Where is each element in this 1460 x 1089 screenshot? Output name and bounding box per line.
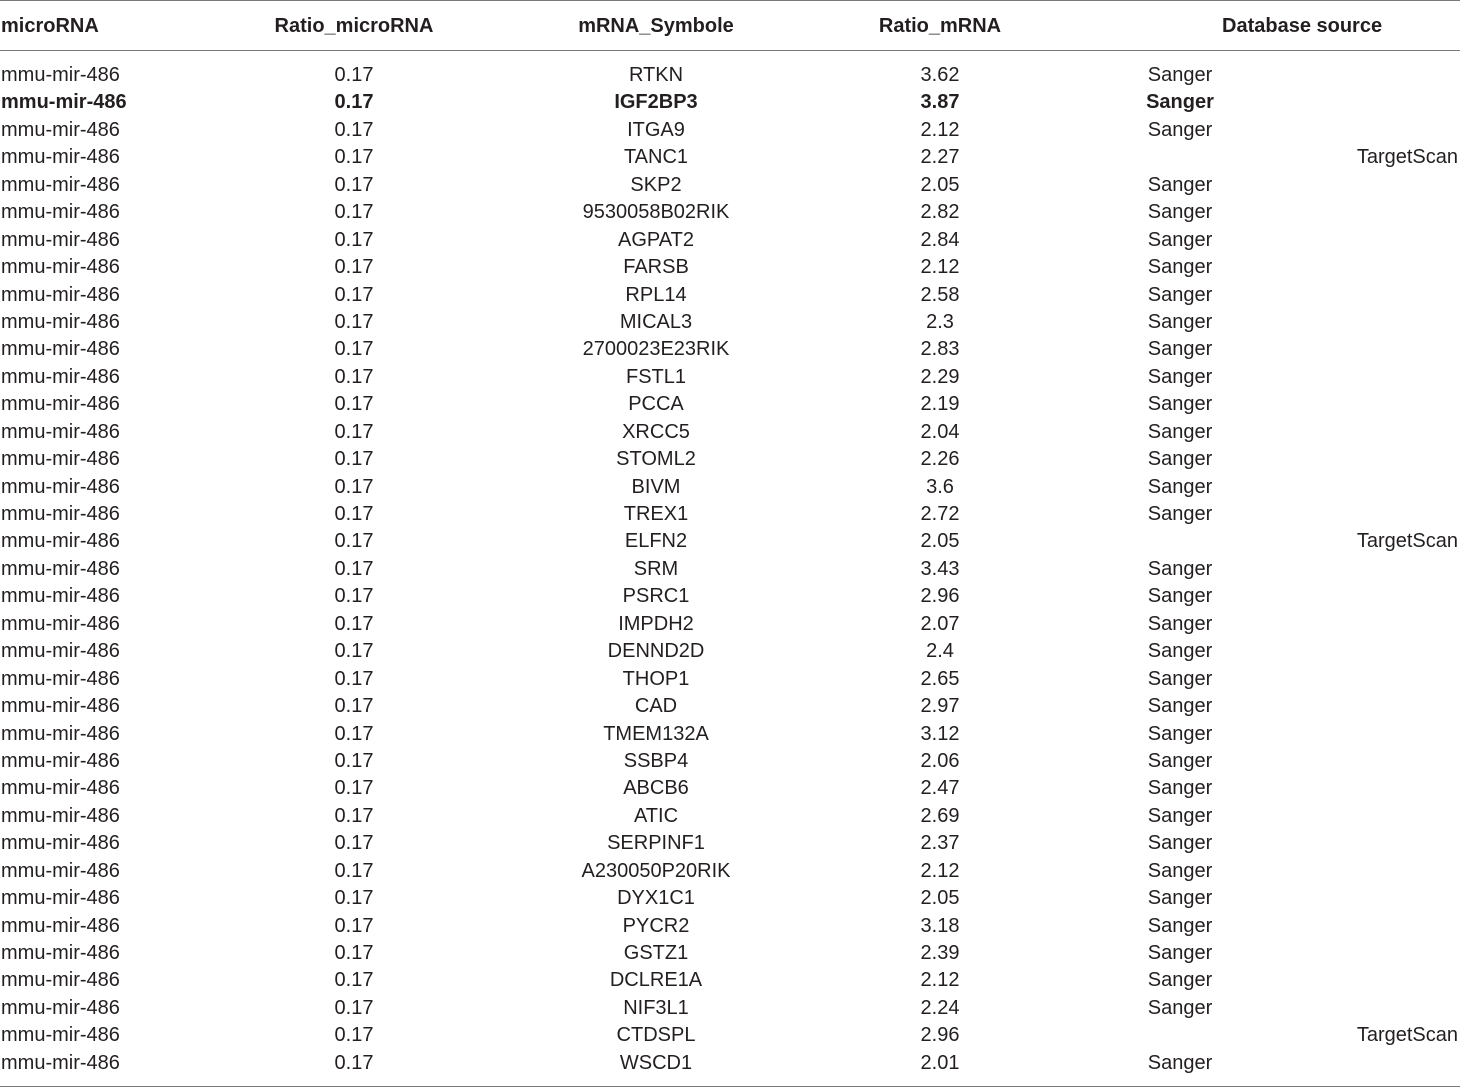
cell-ratio-mrna: 3.18 bbox=[920, 914, 960, 937]
cell-ratio-microrna: 0.17 bbox=[334, 256, 374, 279]
cell-mrna-symbole: IGF2BP3 bbox=[614, 91, 698, 114]
table-row bbox=[0, 693, 1460, 720]
cell-database-source: Sanger bbox=[1147, 996, 1213, 1019]
cell-microrna: mmu-mir-486 bbox=[1, 585, 120, 608]
cell-microrna: mmu-mir-486 bbox=[1, 256, 120, 279]
cell-ratio-microrna: 0.17 bbox=[334, 832, 374, 855]
table-row bbox=[0, 830, 1460, 857]
cell-ratio-microrna: 0.17 bbox=[334, 557, 374, 580]
cell-microrna: mmu-mir-486 bbox=[1, 448, 120, 471]
cell-ratio-mrna: 2.96 bbox=[920, 1024, 960, 1047]
cell-database-source: TargetScan bbox=[1356, 530, 1458, 553]
cell-database-source: TargetScan bbox=[1356, 1024, 1458, 1047]
cell-ratio-microrna: 0.17 bbox=[334, 667, 374, 690]
table-body bbox=[0, 62, 1460, 1077]
table-row bbox=[0, 940, 1460, 967]
cell-microrna: mmu-mir-486 bbox=[1, 804, 120, 827]
cell-ratio-mrna: 2.26 bbox=[920, 448, 960, 471]
cell-database-source: Sanger bbox=[1147, 667, 1213, 690]
cell-mrna-symbole: PCCA bbox=[628, 393, 684, 416]
table-row bbox=[0, 748, 1460, 775]
cell-database-source: Sanger bbox=[1147, 777, 1213, 800]
table-row bbox=[0, 199, 1460, 226]
cell-mrna-symbole: GSTZ1 bbox=[623, 942, 689, 964]
cell-mrna-symbole: 2700023E23RIK bbox=[582, 338, 730, 361]
cell-ratio-microrna: 0.17 bbox=[334, 393, 374, 416]
cell-ratio-mrna: 2.3 bbox=[926, 310, 954, 333]
cell-ratio-mrna: 2.12 bbox=[920, 256, 960, 279]
cell-ratio-microrna: 0.17 bbox=[334, 503, 374, 525]
header-microrna: microRNA bbox=[1, 15, 99, 37]
cell-mrna-symbole: PSRC1 bbox=[622, 585, 690, 608]
cell-database-source: Sanger bbox=[1147, 173, 1213, 196]
table-row bbox=[0, 721, 1460, 748]
cell-microrna: mmu-mir-486 bbox=[1, 201, 120, 224]
table-row bbox=[0, 1022, 1460, 1049]
cell-mrna-symbole: MICAL3 bbox=[619, 310, 693, 333]
cell-ratio-mrna: 2.07 bbox=[920, 612, 960, 635]
cell-database-source: Sanger bbox=[1147, 887, 1213, 910]
cell-database-source: Sanger bbox=[1147, 420, 1213, 443]
cell-mrna-symbole: TREX1 bbox=[623, 503, 689, 525]
cell-microrna: mmu-mir-486 bbox=[1, 695, 120, 718]
cell-ratio-mrna: 2.47 bbox=[920, 777, 960, 800]
cell-ratio-microrna: 0.17 bbox=[334, 695, 374, 718]
cell-ratio-microrna: 0.17 bbox=[334, 448, 374, 471]
cell-database-source: Sanger bbox=[1147, 640, 1213, 663]
table-row bbox=[0, 858, 1460, 885]
cell-mrna-symbole: THOP1 bbox=[622, 667, 690, 690]
cell-ratio-mrna: 2.39 bbox=[920, 942, 960, 964]
cell-ratio-mrna: 2.58 bbox=[920, 283, 960, 306]
table-row bbox=[0, 583, 1460, 610]
cell-database-source: Sanger bbox=[1147, 557, 1213, 580]
header-ratio-microrna: Ratio_microRNA bbox=[274, 15, 434, 37]
cell-mrna-symbole: TANC1 bbox=[623, 146, 689, 169]
cell-ratio-microrna: 0.17 bbox=[334, 310, 374, 333]
cell-ratio-microrna: 0.17 bbox=[334, 420, 374, 443]
cell-mrna-symbole: BIVM bbox=[631, 475, 681, 498]
cell-database-source: Sanger bbox=[1147, 338, 1213, 361]
table-row bbox=[0, 501, 1460, 528]
cell-ratio-mrna: 3.62 bbox=[920, 64, 960, 86]
cell-ratio-mrna: 2.69 bbox=[920, 804, 960, 827]
table-row bbox=[0, 1050, 1460, 1077]
cell-mrna-symbole: ABCB6 bbox=[623, 777, 689, 800]
table-row bbox=[0, 775, 1460, 802]
cell-ratio-mrna: 2.05 bbox=[920, 887, 960, 910]
header-ratio-mrna: Ratio_mRNA bbox=[878, 15, 1002, 37]
cell-ratio-microrna: 0.17 bbox=[334, 146, 374, 169]
cell-microrna: mmu-mir-486 bbox=[1, 1024, 120, 1047]
table-row bbox=[0, 419, 1460, 446]
cell-ratio-mrna: 2.82 bbox=[920, 201, 960, 224]
cell-microrna: mmu-mir-486 bbox=[1, 338, 120, 361]
cell-ratio-microrna: 0.17 bbox=[334, 859, 374, 882]
table-row bbox=[0, 391, 1460, 418]
cell-database-source: Sanger bbox=[1147, 64, 1213, 86]
cell-ratio-microrna: 0.17 bbox=[334, 338, 374, 361]
cell-microrna: mmu-mir-486 bbox=[1, 777, 120, 800]
cell-microrna: mmu-mir-486 bbox=[1, 503, 120, 525]
cell-ratio-microrna: 0.17 bbox=[334, 1024, 374, 1047]
cell-mrna-symbole: XRCC5 bbox=[622, 420, 690, 443]
cell-database-source: Sanger bbox=[1147, 804, 1213, 827]
table-row bbox=[0, 309, 1460, 336]
table-row bbox=[0, 474, 1460, 501]
cell-mrna-symbole: DCLRE1A bbox=[609, 969, 703, 992]
table-row bbox=[0, 117, 1460, 144]
cell-database-source: Sanger bbox=[1147, 310, 1213, 333]
cell-microrna: mmu-mir-486 bbox=[1, 310, 120, 333]
cell-mrna-symbole: WSCD1 bbox=[619, 1051, 693, 1074]
cell-database-source: Sanger bbox=[1147, 1051, 1213, 1074]
cell-microrna: mmu-mir-486 bbox=[1, 420, 120, 443]
cell-database-source: Sanger bbox=[1147, 201, 1213, 224]
cell-mrna-symbole: ITGA9 bbox=[627, 118, 685, 141]
cell-ratio-mrna: 2.83 bbox=[920, 338, 960, 361]
table-row bbox=[0, 803, 1460, 830]
cell-microrna: mmu-mir-486 bbox=[1, 859, 120, 882]
cell-ratio-microrna: 0.17 bbox=[334, 585, 374, 608]
cell-ratio-mrna: 2.4 bbox=[926, 640, 954, 663]
cell-microrna: mmu-mir-486 bbox=[1, 283, 120, 306]
cell-mrna-symbole: SERPINF1 bbox=[607, 832, 705, 855]
cell-mrna-symbole: AGPAT2 bbox=[618, 228, 694, 251]
table-row bbox=[0, 967, 1460, 994]
cell-ratio-mrna: 2.37 bbox=[920, 832, 960, 855]
cell-database-source: Sanger bbox=[1147, 749, 1213, 772]
cell-microrna: mmu-mir-486 bbox=[1, 640, 120, 663]
cell-ratio-mrna: 2.04 bbox=[920, 420, 960, 443]
cell-microrna: mmu-mir-486 bbox=[1, 118, 120, 141]
bottom-rule bbox=[0, 1086, 1460, 1087]
table-row bbox=[0, 89, 1460, 116]
cell-mrna-symbole: IMPDH2 bbox=[618, 612, 694, 635]
cell-ratio-mrna: 2.12 bbox=[920, 859, 960, 882]
table-row bbox=[0, 172, 1460, 199]
table-row bbox=[0, 336, 1460, 363]
cell-database-source: Sanger bbox=[1147, 942, 1213, 964]
cell-database-source: Sanger bbox=[1147, 612, 1213, 635]
cell-ratio-microrna: 0.17 bbox=[334, 969, 374, 992]
cell-microrna: mmu-mir-486 bbox=[1, 969, 120, 992]
table-row bbox=[0, 446, 1460, 473]
cell-ratio-mrna: 2.19 bbox=[920, 393, 960, 416]
cell-microrna: mmu-mir-486 bbox=[1, 365, 120, 388]
cell-microrna: mmu-mir-486 bbox=[1, 475, 120, 498]
cell-database-source: Sanger bbox=[1147, 695, 1213, 718]
cell-ratio-microrna: 0.17 bbox=[334, 640, 374, 663]
cell-microrna: mmu-mir-486 bbox=[1, 942, 120, 964]
cell-mrna-symbole: FSTL1 bbox=[625, 365, 687, 388]
cell-ratio-microrna: 0.17 bbox=[334, 91, 374, 114]
cell-mrna-symbole: TMEM132A bbox=[603, 722, 709, 745]
cell-microrna: mmu-mir-486 bbox=[1, 228, 120, 251]
cell-database-source: Sanger bbox=[1147, 118, 1213, 141]
cell-ratio-microrna: 0.17 bbox=[334, 118, 374, 141]
cell-ratio-microrna: 0.17 bbox=[334, 64, 374, 86]
cell-database-source: Sanger bbox=[1147, 448, 1213, 471]
table-row bbox=[0, 364, 1460, 391]
cell-mrna-symbole: STOML2 bbox=[616, 448, 696, 471]
cell-mrna-symbole: DENND2D bbox=[607, 640, 705, 663]
cell-database-source: Sanger bbox=[1147, 969, 1213, 992]
cell-ratio-mrna: 3.43 bbox=[920, 557, 960, 580]
cell-ratio-microrna: 0.17 bbox=[334, 173, 374, 196]
cell-database-source: Sanger bbox=[1147, 393, 1213, 416]
cell-mrna-symbole: NIF3L1 bbox=[623, 996, 689, 1019]
cell-microrna: mmu-mir-486 bbox=[1, 530, 120, 553]
cell-mrna-symbole: SSBP4 bbox=[623, 749, 689, 772]
cell-ratio-microrna: 0.17 bbox=[334, 722, 374, 745]
cell-ratio-mrna: 3.87 bbox=[920, 91, 960, 114]
table-row bbox=[0, 282, 1460, 309]
cell-mrna-symbole: RTKN bbox=[628, 64, 684, 86]
header-mrna-symbole: mRNA_Symbole bbox=[578, 15, 734, 37]
cell-ratio-mrna: 2.05 bbox=[920, 530, 960, 553]
header-database-source: Database source bbox=[1222, 15, 1383, 37]
cell-ratio-mrna: 2.12 bbox=[920, 118, 960, 141]
cell-database-source: Sanger bbox=[1147, 832, 1213, 855]
cell-ratio-microrna: 0.17 bbox=[334, 777, 374, 800]
cell-ratio-microrna: 0.17 bbox=[334, 530, 374, 553]
cell-mrna-symbole: ATIC bbox=[633, 804, 679, 827]
table-row bbox=[0, 885, 1460, 912]
cell-microrna: mmu-mir-486 bbox=[1, 173, 120, 196]
cell-database-source: Sanger bbox=[1147, 914, 1213, 937]
header-rule bbox=[0, 50, 1460, 51]
cell-microrna: mmu-mir-486 bbox=[1, 64, 120, 86]
cell-database-source: Sanger bbox=[1147, 283, 1213, 306]
cell-ratio-mrna: 2.29 bbox=[920, 365, 960, 388]
cell-ratio-microrna: 0.17 bbox=[334, 201, 374, 224]
cell-ratio-microrna: 0.17 bbox=[334, 612, 374, 635]
cell-database-source: Sanger bbox=[1147, 503, 1213, 525]
table-header bbox=[0, 0, 1460, 50]
table-row bbox=[0, 666, 1460, 693]
cell-ratio-mrna: 2.84 bbox=[920, 228, 960, 251]
cell-microrna: mmu-mir-486 bbox=[1, 887, 120, 910]
cell-mrna-symbole: DYX1C1 bbox=[617, 887, 695, 910]
cell-ratio-microrna: 0.17 bbox=[334, 365, 374, 388]
table-row bbox=[0, 254, 1460, 281]
cell-ratio-microrna: 0.17 bbox=[334, 914, 374, 937]
cell-mrna-symbole: RPL14 bbox=[625, 283, 687, 306]
cell-database-source: Sanger bbox=[1147, 859, 1213, 882]
cell-database-source: Sanger bbox=[1147, 256, 1213, 279]
cell-database-source: Sanger bbox=[1147, 585, 1213, 608]
cell-microrna: mmu-mir-486 bbox=[1, 393, 120, 416]
cell-database-source: Sanger bbox=[1147, 228, 1213, 251]
table-row bbox=[0, 611, 1460, 638]
cell-mrna-symbole: A230050P20RIK bbox=[581, 859, 731, 882]
cell-microrna: mmu-mir-486 bbox=[1, 667, 120, 690]
cell-mrna-symbole: FARSB bbox=[623, 256, 689, 279]
table-row bbox=[0, 995, 1460, 1022]
cell-ratio-mrna: 2.65 bbox=[920, 667, 960, 690]
table-row bbox=[0, 556, 1460, 583]
table-row bbox=[0, 528, 1460, 555]
cell-mrna-symbole: SRM bbox=[633, 557, 679, 580]
cell-mrna-symbole: ELFN2 bbox=[624, 530, 688, 553]
cell-microrna: mmu-mir-486 bbox=[1, 1051, 120, 1074]
cell-ratio-mrna: 2.24 bbox=[920, 996, 960, 1019]
cell-ratio-microrna: 0.17 bbox=[334, 228, 374, 251]
cell-microrna: mmu-mir-486 bbox=[1, 832, 120, 855]
table-row bbox=[0, 638, 1460, 665]
cell-database-source: Sanger bbox=[1147, 365, 1213, 388]
cell-microrna: mmu-mir-486 bbox=[1, 91, 127, 114]
table-row bbox=[0, 144, 1460, 171]
cell-database-source: Sanger bbox=[1146, 91, 1214, 114]
cell-ratio-mrna: 2.12 bbox=[920, 969, 960, 992]
cell-mrna-symbole: CTDSPL bbox=[616, 1024, 696, 1047]
cell-ratio-microrna: 0.17 bbox=[334, 996, 374, 1019]
cell-microrna: mmu-mir-486 bbox=[1, 996, 120, 1019]
cell-ratio-mrna: 2.01 bbox=[920, 1051, 960, 1074]
cell-database-source: Sanger bbox=[1147, 475, 1213, 498]
cell-ratio-microrna: 0.17 bbox=[334, 887, 374, 910]
cell-ratio-mrna: 3.12 bbox=[920, 722, 960, 745]
table-row bbox=[0, 913, 1460, 940]
cell-microrna: mmu-mir-486 bbox=[1, 722, 120, 745]
cell-microrna: mmu-mir-486 bbox=[1, 146, 120, 169]
cell-microrna: mmu-mir-486 bbox=[1, 749, 120, 772]
cell-mrna-symbole: 9530058B02RIK bbox=[582, 201, 730, 224]
cell-microrna: mmu-mir-486 bbox=[1, 557, 120, 580]
cell-mrna-symbole: SKP2 bbox=[630, 173, 682, 196]
cell-ratio-mrna: 2.06 bbox=[920, 749, 960, 772]
cell-microrna: mmu-mir-486 bbox=[1, 612, 120, 635]
cell-ratio-mrna: 2.05 bbox=[920, 173, 960, 196]
cell-ratio-microrna: 0.17 bbox=[334, 804, 374, 827]
cell-database-source: TargetScan bbox=[1356, 146, 1458, 169]
cell-ratio-mrna: 2.96 bbox=[920, 585, 960, 608]
cell-ratio-microrna: 0.17 bbox=[334, 1051, 374, 1074]
cell-ratio-microrna: 0.17 bbox=[334, 283, 374, 306]
cell-ratio-mrna: 2.27 bbox=[920, 146, 960, 169]
cell-mrna-symbole: PYCR2 bbox=[622, 914, 690, 937]
cell-database-source: Sanger bbox=[1147, 722, 1213, 745]
table-row bbox=[0, 62, 1460, 89]
cell-ratio-mrna: 3.6 bbox=[926, 475, 954, 498]
cell-ratio-microrna: 0.17 bbox=[334, 475, 374, 498]
cell-mrna-symbole: CAD bbox=[634, 695, 678, 718]
cell-ratio-microrna: 0.17 bbox=[334, 749, 374, 772]
cell-ratio-mrna: 2.72 bbox=[920, 503, 960, 525]
cell-microrna: mmu-mir-486 bbox=[1, 914, 120, 937]
table-row bbox=[0, 227, 1460, 254]
cell-ratio-mrna: 2.97 bbox=[920, 695, 960, 718]
cell-ratio-microrna: 0.17 bbox=[334, 942, 374, 964]
